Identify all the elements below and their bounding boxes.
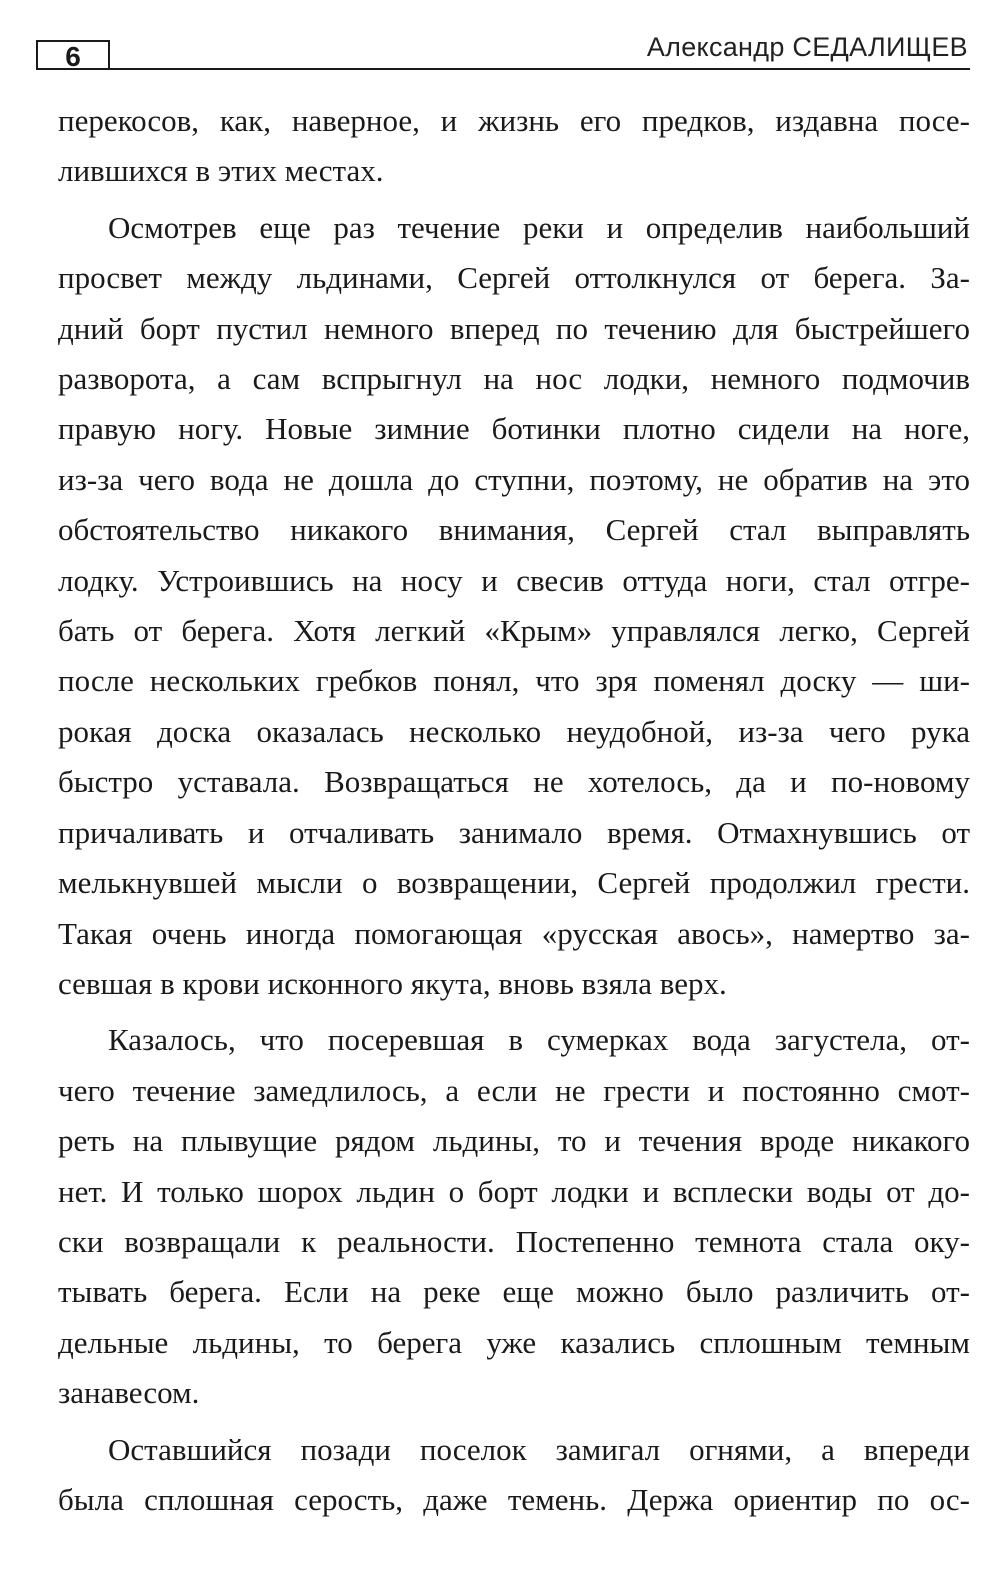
text-line: дельные льдины, то берега уже казались сплошным темным <box>58 1324 970 1360</box>
text-line: тывать берега. Если на реке еще можно было различить от- <box>58 1274 970 1310</box>
header-rule <box>110 68 970 70</box>
text-line: была сплошная серость, даже темень. Держа ориентир по ос- <box>58 1481 970 1517</box>
text-line: Такая очень иногда помогающая «русская авось», намертво за- <box>58 915 970 951</box>
text-line: дний борт пустил немного вперед по течению для быстрейшего <box>58 310 970 346</box>
text-line: Казалось, что посеревшая в сумерках вода загустела, от- <box>108 1022 970 1058</box>
paragraph <box>58 1015 970 1418</box>
text-line: правую ногу. Новые зимние ботинки плотно сидели на ноге, <box>58 411 970 447</box>
text-line: чего течение замедлилось, а если не грести и постоянно смот- <box>58 1072 970 1108</box>
text-line: Осмотрев еще раз течение реки и определив наибольший <box>108 209 970 245</box>
text-line: обстоятельство никакого внимания, Сергей стал выправлять <box>58 512 970 548</box>
body-text <box>58 96 970 1525</box>
paragraph <box>58 1425 970 1526</box>
text-line: быстро уставала. Возвращаться не хотелось, да и по-новому <box>58 764 970 800</box>
text-line: разворота, а сам вспрыгнул на нос лодки, немного подмочив <box>58 361 970 397</box>
text-line: после нескольких гребков понял, что зря поменял доску — ши- <box>58 663 970 699</box>
text-line: причаливать и отчаливать занимало время. Отмахнувшись от <box>58 814 970 850</box>
text-line: Оставшийся позади поселок замигал огнями, а впереди <box>108 1431 970 1467</box>
text-line: просвет между льдинами, Сергей оттолкнулся от берега. За- <box>58 260 970 296</box>
running-title: Александр СЕДАЛИЩЕВ <box>646 32 968 62</box>
text-line: лодку. Устроившись на носу и свесив оттуда ноги, стал отгре- <box>58 562 970 598</box>
text-line: занавесом. <box>58 1375 200 1411</box>
text-line: перекосов, как, наверное, и жизнь его предков, издавна посе- <box>58 103 970 138</box>
text-line: бать от берега. Хотя легкий «Крым» управлялся легко, Сергей <box>58 613 970 649</box>
text-line: мелькнувшей мысли о возвращении, Сергей продолжил грести. <box>58 865 970 901</box>
page-header <box>36 30 970 74</box>
text-line: рокая доска оказалась несколько неудобной, из-за чего рука <box>58 713 970 749</box>
text-line: из-за чего вода не дошла до ступни, поэтому, не обратив на это <box>58 461 970 497</box>
text-line: лившихся в этих местах. <box>58 153 384 189</box>
text-line: ски возвращали к реальности. Постепенно темнота стала оку- <box>58 1223 970 1259</box>
paragraph <box>58 96 970 197</box>
page-number: 6 <box>36 40 110 70</box>
text-line: нет. И только шорох льдин о борт лодки и всплески воды от до- <box>58 1173 970 1209</box>
text-line: реть на плывущие рядом льдины, то и течения вроде никакого <box>58 1123 970 1159</box>
paragraph <box>58 203 970 1010</box>
text-line: севшая в крови исконного якута, вновь взяла верх. <box>58 965 727 1001</box>
